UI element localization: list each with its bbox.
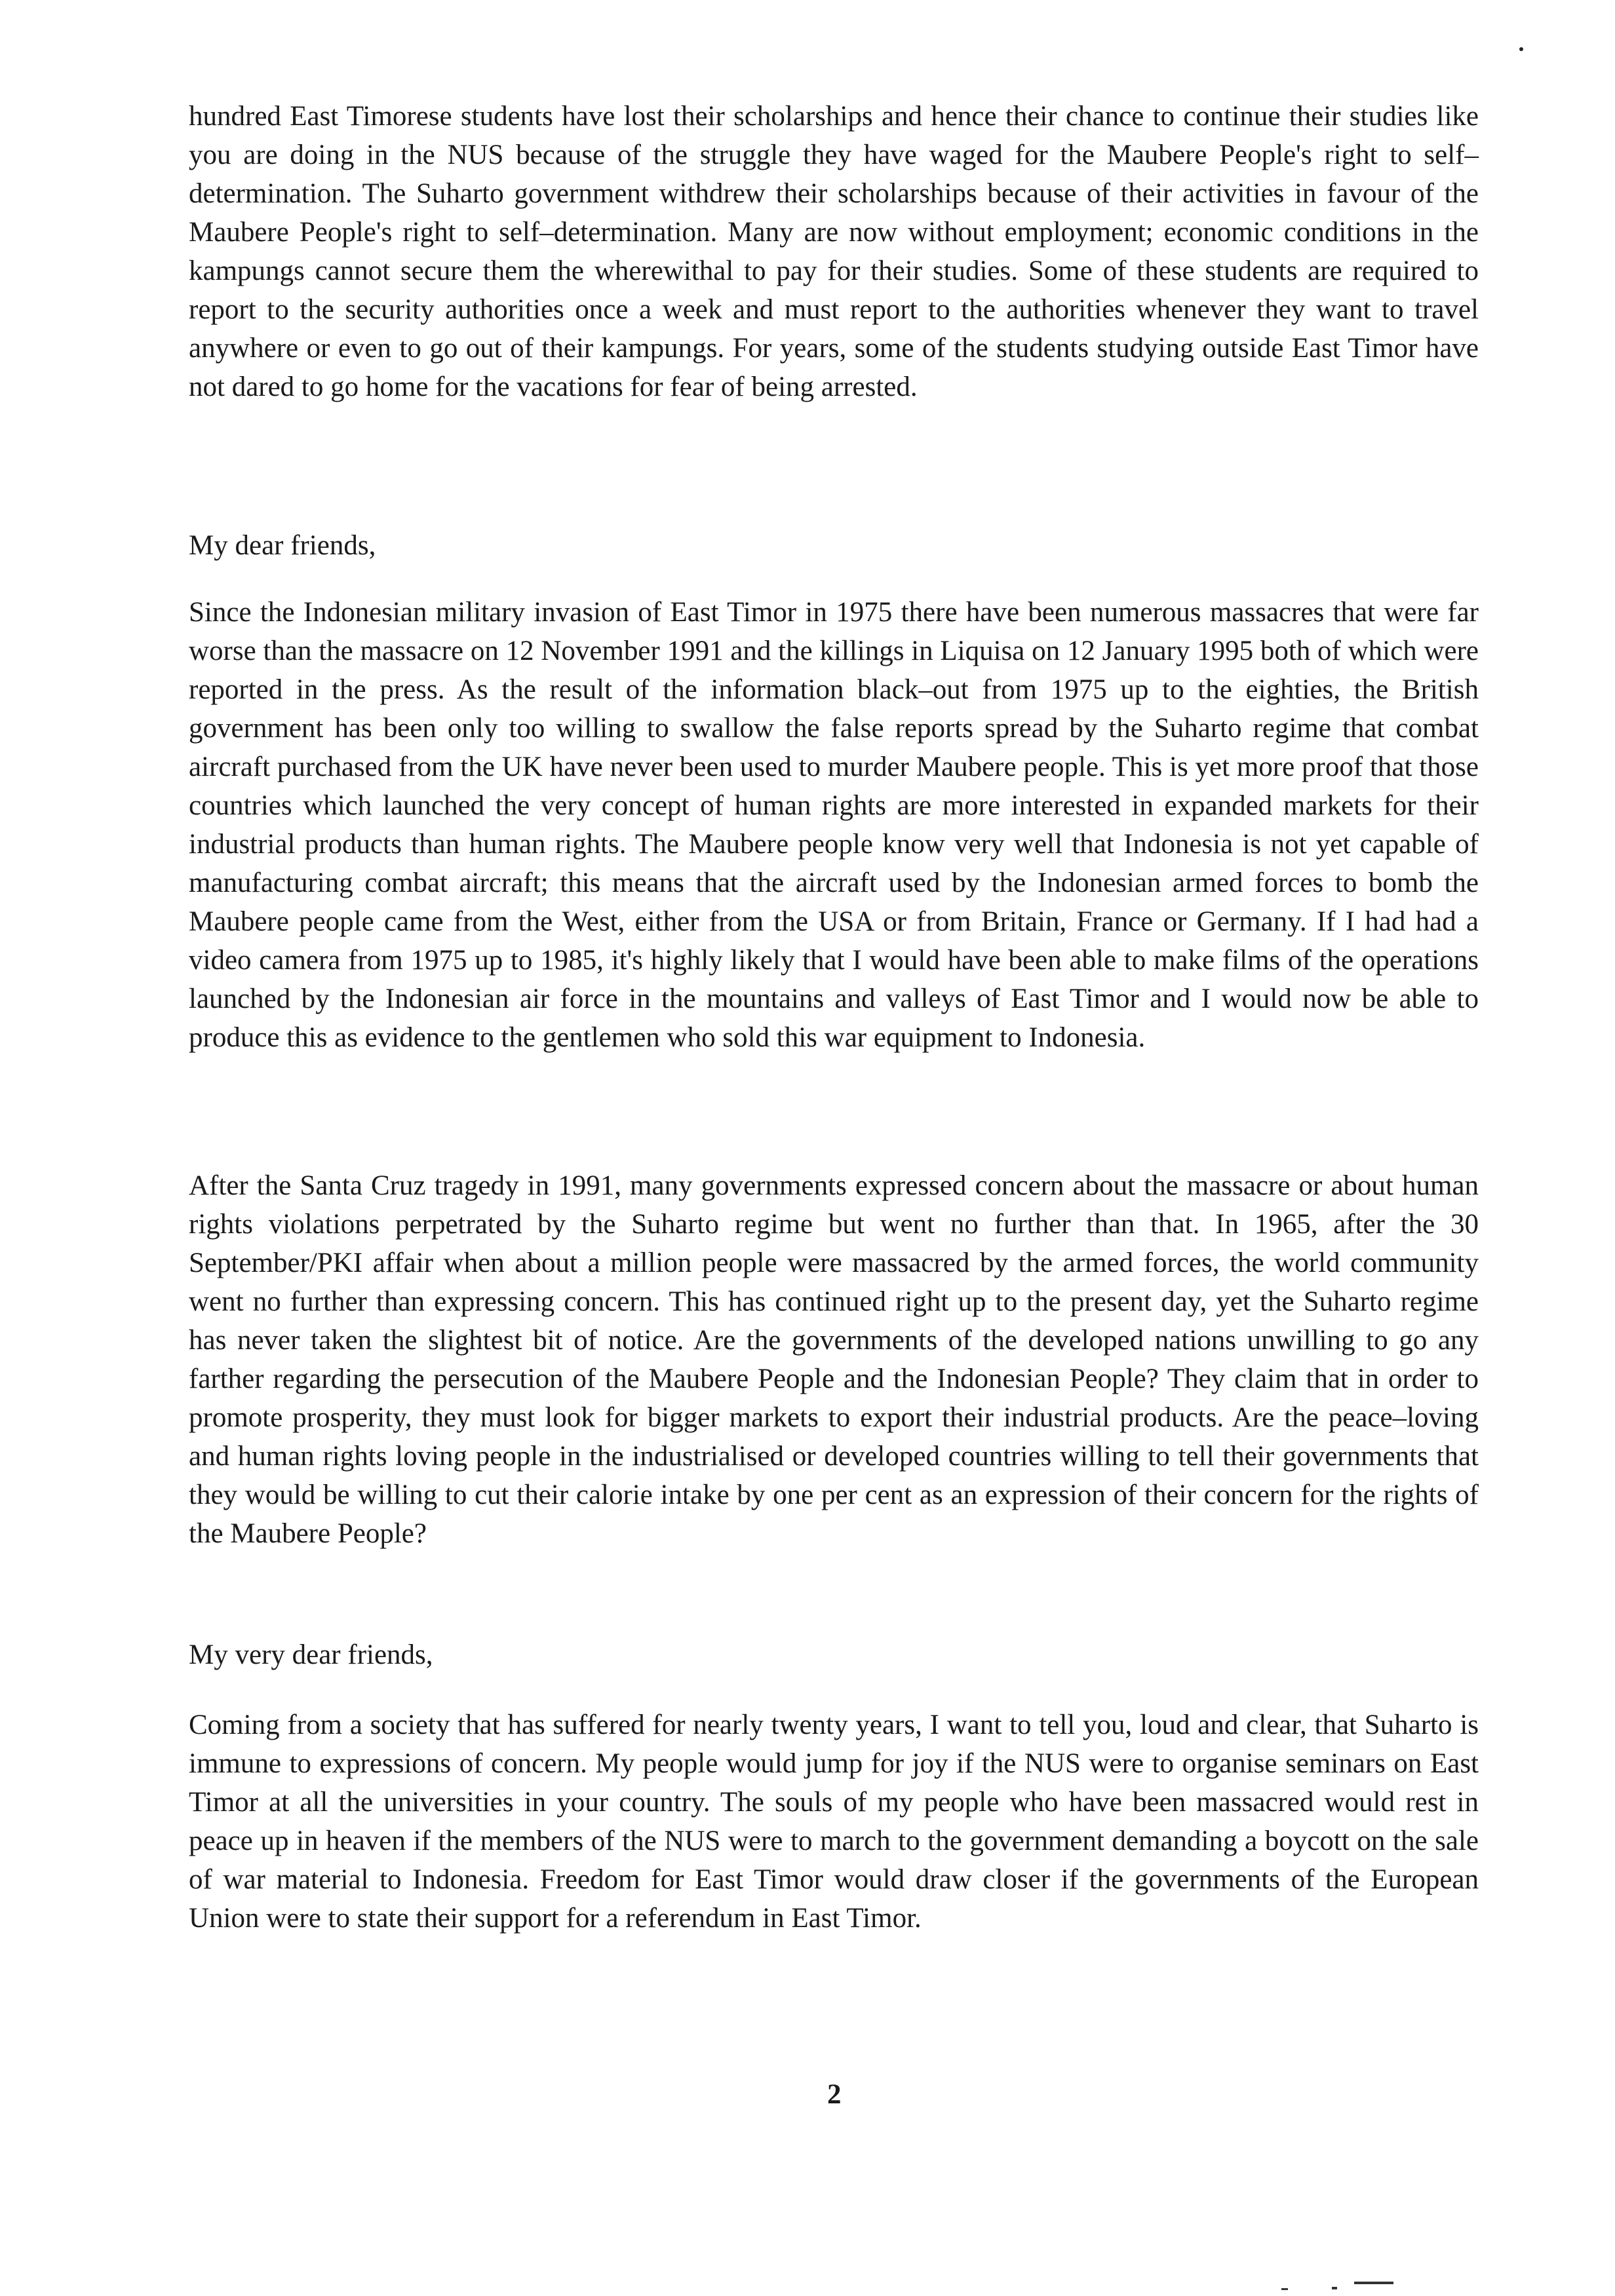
paragraph-invasion-massacres: Since the Indonesian military invasion of East Timor in 1975 there have been numerous massacres that were far worse than the massacre on 12 November 1991 and the killings in Liquisa on 12 January 1995 both of which were reported in the press. As the result of the information black–out from 1975 up to the eighties, the British government has been only too willing to swallow the false reports spread by the Suharto regime that combat aircraft purchased from the UK have never been used to murder Maubere people. This is yet more proof that those countries which launched the very concept of human rights are more interested in expanded markets for their industrial products than human rights. The Maubere people know very well that Indonesia is not yet capable of manufacturing combat aircraft; this means that the aircraft used by the Indonesian armed forces to bomb the Maubere people came from the West, either from the USA or from Britain, France or Germany. If I had had a video camera from 1975 up to 1985, it's highly likely that I would have been able to make films of the operations launched by the Indonesian air force in the mountains and valleys of East Timor and I would now be able to produce this as evidence to the gentlemen who sold this war equipment to Indonesia. (189, 597, 1479, 1053)
paragraph-students-scholarships: hundred East Timorese students have lost their scholarships and hence their chance to continue their studies like you are doing in the NUS because of the struggle they have waged for the Maubere People's right to self–determination. The Suharto government withdrew their scholarships because of their activities in favour of the Maubere People's right to self–determination. Many are now without employment; economic conditions in the kampungs cannot secure them the wherewithal to pay for their studies. Some of these students are required to report to the security authorities once a week and must report to the authorities whenever they want to travel anywhere or even to go out of their kampungs. For years, some of the students studying outside East Timor have not dared to go home for the vacations for fear of being arrested. (189, 101, 1479, 402)
scan-artifact-mark (1281, 2288, 1288, 2290)
salutation-my-dear-friends: My dear friends, (189, 530, 376, 561)
page-number: 2 (827, 2079, 842, 2110)
scan-artifact-mark (1354, 2282, 1393, 2284)
salutation-my-very-dear-friends: My very dear friends, (189, 1639, 433, 1670)
scan-artifact-mark (1332, 2287, 1337, 2289)
paragraph-santa-cruz: After the Santa Cruz tragedy in 1991, many governments expressed concern about the massacre or about human rights violations perpetrated by the Suharto regime but went no further than that. In 1965, after the 30 September/PKI affair when about a million people were massacred by the armed forces, the world community went no further than expressing concern. This has continued right up to the present day, yet the Suharto regime has never taken the slightest bit of notice. Are the governments of the developed nations unwilling to go any farther regarding the persecution of the Maubere People and the Indonesian People? They claim that in order to promote prosperity, they must look for bigger markets to export their industrial products. Are the peace–loving and human rights loving people in the industrialised or developed countries willing to tell their governments that they would be willing to cut their calorie intake by one per cent as an expression of their concern for the rights of the Maubere People? (189, 1170, 1479, 1549)
scan-speck (1519, 47, 1523, 51)
paragraph-immune-to-concern: Coming from a society that has suffered for nearly twenty years, I want to tell you, loud and clear, that Suharto is immune to expressions of concern. My people would jump for joy if the NUS were to organise seminars on East Timor at all the universities in your country. The souls of my people who have been massacred would rest in peace up in heaven if the members of the NUS were to march to the government demanding a boycott on the sale of war material to Indonesia. Freedom for East Timor would draw closer if the governments of the European Union were to state their support for a referendum in East Timor. (189, 1710, 1479, 1934)
